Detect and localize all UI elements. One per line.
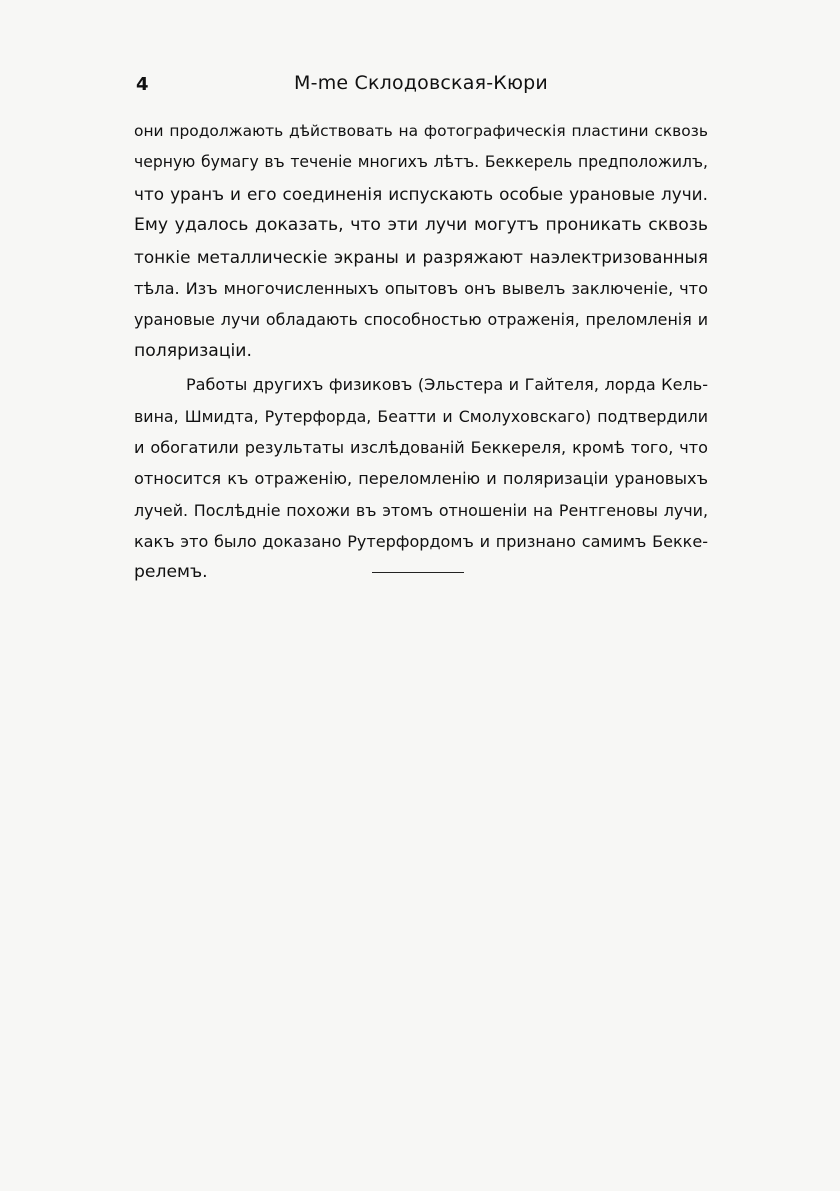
text-line: черную бумагу въ теченіе многихъ лѣтъ. Беккерель предположилъ, [134, 153, 708, 172]
paragraph-2 [134, 369, 708, 589]
section-divider [372, 572, 464, 573]
text-line: Ему удалось доказать, что эти лучи могутъ проникать сквозь [134, 215, 708, 236]
body-text [134, 116, 708, 589]
text-line: и обогатили результаты изслѣдованій Беккереля, кромѣ того, что [134, 437, 708, 457]
text-line: поляризаціи. [134, 340, 252, 361]
paragraph-1 [134, 116, 708, 367]
text-line: Работы другихъ физиковъ (Эльстера и Гайтеля, лорда Кель- [186, 375, 708, 395]
text-line: вина, Шмидта, Рутерфорда, Беатти и Смолуховскаго) подтвердили [134, 406, 708, 426]
text-line: что уранъ и его соединенія испускають особые урановые лучи. [134, 183, 708, 204]
page-header [134, 68, 708, 98]
text-line: релемъ. [134, 562, 208, 583]
text-line: относится къ отраженію, переломленію и поляризаціи урановыхъ [134, 469, 708, 489]
text-line: урановые лучи обладають способностью отраженія, преломленія и [134, 310, 708, 330]
page-number: 4 [136, 74, 149, 95]
text-line: тѣла. Изъ многочисленныхъ опытовъ онъ вывелъ заключеніе, что [134, 278, 708, 298]
text-line: какъ это было доказано Рутерфордомъ и признано самимъ Бекке- [134, 532, 708, 552]
running-head: M-me Склодовская-Кюри [294, 72, 548, 94]
text-line: лучей. Послѣдніе похожи въ этомъ отношеніи на Рентгеновы лучи, [134, 500, 708, 520]
text-line: они продолжають дѣйствовать на фотографическія пластини сквозь [134, 122, 708, 140]
text-line: тонкіе металлическіе экраны и разряжают наэлектризованныя [134, 246, 708, 267]
